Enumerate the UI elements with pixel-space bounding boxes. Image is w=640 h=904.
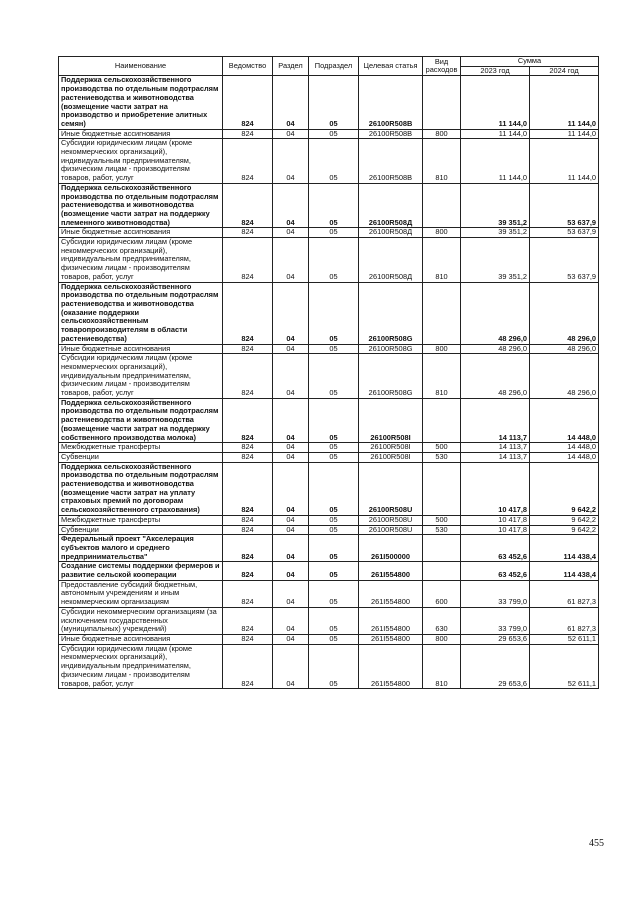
- table-row: [59, 635, 599, 645]
- row-exp-cell: 500: [423, 515, 461, 525]
- row-section-cell: 04: [273, 76, 309, 129]
- row-dept-cell: 824: [223, 398, 273, 443]
- row-exp-cell: 800: [423, 129, 461, 139]
- row-subsection-cell: 05: [309, 452, 359, 462]
- row-name-cell: Субсидии юридическим лицам (кроме некоммерческих организаций), индивидуальным предпринимателям, физическим лицам - производителям товаров, работ, услуг: [59, 139, 223, 184]
- table-row: [59, 76, 599, 129]
- row-subsection-cell: 05: [309, 644, 359, 689]
- row-dept-cell: 824: [223, 535, 273, 562]
- row-dept-cell: 824: [223, 238, 273, 283]
- row-2024-cell: 9 642,2: [530, 525, 599, 535]
- row-target-cell: 26100R508Д: [359, 238, 423, 283]
- row-name-cell: Федеральный проект "Акселерация субъектов малого и среднего предпринимательства": [59, 535, 223, 562]
- row-section-cell: 04: [273, 580, 309, 607]
- row-name-cell: Субвенции: [59, 525, 223, 535]
- row-exp-cell: 600: [423, 580, 461, 607]
- row-2024-cell: 9 642,2: [530, 462, 599, 515]
- row-subsection-cell: 05: [309, 183, 359, 228]
- row-section-cell: 04: [273, 562, 309, 580]
- row-name-cell: Поддержка сельскохозяйственного производства по отдельным подотраслям растениеводства и животноводства (возмещение части затрат на поддержку племенного животноводства): [59, 183, 223, 228]
- row-dept-cell: 824: [223, 562, 273, 580]
- col-name-header: Наименование: [59, 57, 223, 76]
- row-2024-cell: 14 448,0: [530, 398, 599, 443]
- row-2024-cell: 11 144,0: [530, 76, 599, 129]
- table-row: [59, 580, 599, 607]
- row-name-cell: Поддержка сельскохозяйственного производства по отдельным подотраслям растениеводства и животноводства (возмещение части затрат на производство и приобретение элитных семян): [59, 76, 223, 129]
- row-2024-cell: 48 296,0: [530, 282, 599, 344]
- row-subsection-cell: 05: [309, 462, 359, 515]
- row-target-cell: 26100R508G: [359, 282, 423, 344]
- row-target-cell: 261I554800: [359, 607, 423, 634]
- row-2024-cell: 48 296,0: [530, 344, 599, 354]
- row-dept-cell: 824: [223, 443, 273, 453]
- row-subsection-cell: 05: [309, 139, 359, 184]
- row-section-cell: 04: [273, 183, 309, 228]
- row-name-cell: Субсидии некоммерческим организациям (за исключением государственных (муниципальных) учреждений): [59, 607, 223, 634]
- col-2024-header: 2024 год: [530, 66, 599, 76]
- table-row: [59, 462, 599, 515]
- row-2024-cell: 53 637,9: [530, 238, 599, 283]
- row-target-cell: 26100R508Д: [359, 183, 423, 228]
- table-row: [59, 282, 599, 344]
- row-section-cell: 04: [273, 525, 309, 535]
- row-name-cell: Иные бюджетные ассигнования: [59, 344, 223, 354]
- row-name-cell: Субсидии юридическим лицам (кроме некоммерческих организаций), индивидуальным предпринимателям, физическим лицам - производителям товаров, работ, услуг: [59, 354, 223, 399]
- row-exp-cell: 810: [423, 644, 461, 689]
- table-row: [59, 398, 599, 443]
- row-section-cell: 04: [273, 139, 309, 184]
- row-subsection-cell: 05: [309, 354, 359, 399]
- row-2023-cell: 10 417,8: [461, 515, 530, 525]
- row-dept-cell: 824: [223, 462, 273, 515]
- row-name-cell: Поддержка сельскохозяйственного производства по отдельным подотраслям растениеводства и животноводства (возмещение части затрат на поддержку собственного производства молока): [59, 398, 223, 443]
- row-dept-cell: 824: [223, 525, 273, 535]
- row-2023-cell: 39 351,2: [461, 238, 530, 283]
- row-target-cell: 26100R508B: [359, 76, 423, 129]
- row-exp-cell: [423, 462, 461, 515]
- row-subsection-cell: 05: [309, 443, 359, 453]
- row-section-cell: 04: [273, 344, 309, 354]
- table-row: [59, 535, 599, 562]
- row-dept-cell: 824: [223, 129, 273, 139]
- row-2024-cell: 48 296,0: [530, 354, 599, 399]
- row-2023-cell: 14 113,7: [461, 452, 530, 462]
- row-name-cell: Создание системы поддержки фермеров и развитие сельской кооперации: [59, 562, 223, 580]
- row-name-cell: Поддержка сельскохозяйственного производства по отдельным подотраслям растениеводства и животноводства (оказание поддержки сельскохозяйственным товаропроизводителям в области растениеводства): [59, 282, 223, 344]
- row-2023-cell: 48 296,0: [461, 282, 530, 344]
- row-subsection-cell: 05: [309, 580, 359, 607]
- row-2023-cell: 14 113,7: [461, 398, 530, 443]
- row-target-cell: 26100R508I: [359, 452, 423, 462]
- row-target-cell: 26100R508B: [359, 129, 423, 139]
- row-2023-cell: 14 113,7: [461, 443, 530, 453]
- row-2023-cell: 63 452,6: [461, 562, 530, 580]
- row-exp-cell: [423, 562, 461, 580]
- row-2024-cell: 14 448,0: [530, 443, 599, 453]
- row-exp-cell: [423, 398, 461, 443]
- row-2023-cell: 63 452,6: [461, 535, 530, 562]
- row-name-cell: Межбюджетные трансферты: [59, 443, 223, 453]
- row-dept-cell: 824: [223, 515, 273, 525]
- row-section-cell: 04: [273, 228, 309, 238]
- row-2023-cell: 39 351,2: [461, 183, 530, 228]
- col-sum-header: Сумма: [461, 57, 599, 67]
- row-section-cell: 04: [273, 607, 309, 634]
- row-exp-cell: 800: [423, 635, 461, 645]
- row-section-cell: 04: [273, 282, 309, 344]
- row-name-cell: Субвенции: [59, 452, 223, 462]
- col-subsection-header: Подраздел: [309, 57, 359, 76]
- row-2024-cell: 61 827,3: [530, 580, 599, 607]
- row-2024-cell: 11 144,0: [530, 129, 599, 139]
- table-row: [59, 562, 599, 580]
- row-section-cell: 04: [273, 452, 309, 462]
- row-target-cell: 26100R508I: [359, 398, 423, 443]
- row-2023-cell: 33 799,0: [461, 580, 530, 607]
- table-row: [59, 139, 599, 184]
- row-exp-cell: 810: [423, 139, 461, 184]
- row-target-cell: 26100R508U: [359, 525, 423, 535]
- row-subsection-cell: 05: [309, 535, 359, 562]
- row-section-cell: 04: [273, 238, 309, 283]
- row-name-cell: Межбюджетные трансферты: [59, 515, 223, 525]
- row-2023-cell: 39 351,2: [461, 228, 530, 238]
- table-row: [59, 644, 599, 689]
- row-subsection-cell: 05: [309, 607, 359, 634]
- table-row: [59, 129, 599, 139]
- row-name-cell: Иные бюджетные ассигнования: [59, 635, 223, 645]
- row-subsection-cell: 05: [309, 76, 359, 129]
- row-2023-cell: 11 144,0: [461, 76, 530, 129]
- row-exp-cell: 800: [423, 344, 461, 354]
- row-dept-cell: 824: [223, 228, 273, 238]
- row-section-cell: 04: [273, 354, 309, 399]
- row-exp-cell: 530: [423, 525, 461, 535]
- row-exp-cell: 800: [423, 228, 461, 238]
- row-2023-cell: 48 296,0: [461, 354, 530, 399]
- row-2023-cell: 48 296,0: [461, 344, 530, 354]
- row-target-cell: 26100R508G: [359, 354, 423, 399]
- row-target-cell: 261I500000: [359, 535, 423, 562]
- row-subsection-cell: 05: [309, 282, 359, 344]
- row-section-cell: 04: [273, 129, 309, 139]
- row-subsection-cell: 05: [309, 228, 359, 238]
- row-dept-cell: 824: [223, 282, 273, 344]
- row-dept-cell: 824: [223, 354, 273, 399]
- row-target-cell: 26100R508U: [359, 462, 423, 515]
- table-row: [59, 344, 599, 354]
- row-subsection-cell: 05: [309, 515, 359, 525]
- row-exp-cell: 810: [423, 238, 461, 283]
- row-section-cell: 04: [273, 462, 309, 515]
- col-dept-header: Ведомство: [223, 57, 273, 76]
- row-section-cell: 04: [273, 535, 309, 562]
- row-dept-cell: 824: [223, 183, 273, 228]
- row-2023-cell: 11 144,0: [461, 129, 530, 139]
- table-row: [59, 238, 599, 283]
- row-section-cell: 04: [273, 515, 309, 525]
- row-exp-cell: 630: [423, 607, 461, 634]
- row-2024-cell: 52 611,1: [530, 635, 599, 645]
- row-name-cell: Иные бюджетные ассигнования: [59, 228, 223, 238]
- row-section-cell: 04: [273, 443, 309, 453]
- row-dept-cell: 824: [223, 139, 273, 184]
- row-exp-cell: 810: [423, 354, 461, 399]
- row-target-cell: 26100R508U: [359, 515, 423, 525]
- row-name-cell: Субсидии юридическим лицам (кроме некоммерческих организаций), индивидуальным предпринимателям, физическим лицам - производителям товаров, работ, услуг: [59, 644, 223, 689]
- table-row: [59, 228, 599, 238]
- table-row: [59, 607, 599, 634]
- col-section-header: Раздел: [273, 57, 309, 76]
- row-subsection-cell: 05: [309, 238, 359, 283]
- row-subsection-cell: 05: [309, 562, 359, 580]
- row-2023-cell: 29 653,6: [461, 635, 530, 645]
- table-row: [59, 452, 599, 462]
- row-exp-cell: [423, 76, 461, 129]
- row-dept-cell: 824: [223, 635, 273, 645]
- row-dept-cell: 824: [223, 76, 273, 129]
- row-target-cell: 26100R508G: [359, 344, 423, 354]
- row-name-cell: Поддержка сельскохозяйственного производства по отдельным подотраслям растениеводства и животноводства (возмещение части затрат на уплату страховых премий по договорам сельскохозяйственного страхования): [59, 462, 223, 515]
- row-section-cell: 04: [273, 398, 309, 443]
- row-2024-cell: 14 448,0: [530, 452, 599, 462]
- row-dept-cell: 824: [223, 644, 273, 689]
- row-name-cell: Предоставление субсидий бюджетным, автономным учреждениям и иным некоммерческим организациям: [59, 580, 223, 607]
- table-row: [59, 183, 599, 228]
- row-target-cell: 26100R508I: [359, 443, 423, 453]
- page-number: 455: [589, 838, 604, 849]
- table-row: [59, 443, 599, 453]
- row-target-cell: 26100R508Д: [359, 228, 423, 238]
- table-row: [59, 515, 599, 525]
- table-row: [59, 525, 599, 535]
- row-dept-cell: 824: [223, 344, 273, 354]
- row-name-cell: Иные бюджетные ассигнования: [59, 129, 223, 139]
- row-section-cell: 04: [273, 644, 309, 689]
- row-exp-cell: [423, 183, 461, 228]
- col-target-header: Целевая статья: [359, 57, 423, 76]
- col-2023-header: 2023 год: [461, 66, 530, 76]
- row-2023-cell: 11 144,0: [461, 139, 530, 184]
- row-2023-cell: 10 417,8: [461, 462, 530, 515]
- row-target-cell: 261I554800: [359, 644, 423, 689]
- row-section-cell: 04: [273, 635, 309, 645]
- row-subsection-cell: 05: [309, 344, 359, 354]
- row-2024-cell: 9 642,2: [530, 515, 599, 525]
- row-2024-cell: 11 144,0: [530, 139, 599, 184]
- col-exp-header: Вид расходов: [423, 57, 461, 76]
- table-row: [59, 354, 599, 399]
- row-dept-cell: 824: [223, 607, 273, 634]
- row-subsection-cell: 05: [309, 635, 359, 645]
- row-exp-cell: [423, 535, 461, 562]
- budget-table: [58, 56, 599, 689]
- row-target-cell: 26100R508B: [359, 139, 423, 184]
- row-2023-cell: 33 799,0: [461, 607, 530, 634]
- row-exp-cell: 530: [423, 452, 461, 462]
- row-target-cell: 261I554800: [359, 562, 423, 580]
- row-dept-cell: 824: [223, 452, 273, 462]
- row-2024-cell: 52 611,1: [530, 644, 599, 689]
- row-exp-cell: [423, 282, 461, 344]
- row-2023-cell: 10 417,8: [461, 525, 530, 535]
- row-target-cell: 261I554800: [359, 635, 423, 645]
- row-2024-cell: 61 827,3: [530, 607, 599, 634]
- row-subsection-cell: 05: [309, 398, 359, 443]
- row-2023-cell: 29 653,6: [461, 644, 530, 689]
- row-2024-cell: 114 438,4: [530, 562, 599, 580]
- header-row: [59, 57, 599, 67]
- row-name-cell: Субсидии юридическим лицам (кроме некоммерческих организаций), индивидуальным предпринимателям, физическим лицам - производителям товаров, работ, услуг: [59, 238, 223, 283]
- row-subsection-cell: 05: [309, 525, 359, 535]
- row-dept-cell: 824: [223, 580, 273, 607]
- row-2024-cell: 114 438,4: [530, 535, 599, 562]
- table-body: [59, 76, 599, 689]
- row-subsection-cell: 05: [309, 129, 359, 139]
- row-exp-cell: 500: [423, 443, 461, 453]
- row-2024-cell: 53 637,9: [530, 228, 599, 238]
- row-target-cell: 261I554800: [359, 580, 423, 607]
- row-2024-cell: 53 637,9: [530, 183, 599, 228]
